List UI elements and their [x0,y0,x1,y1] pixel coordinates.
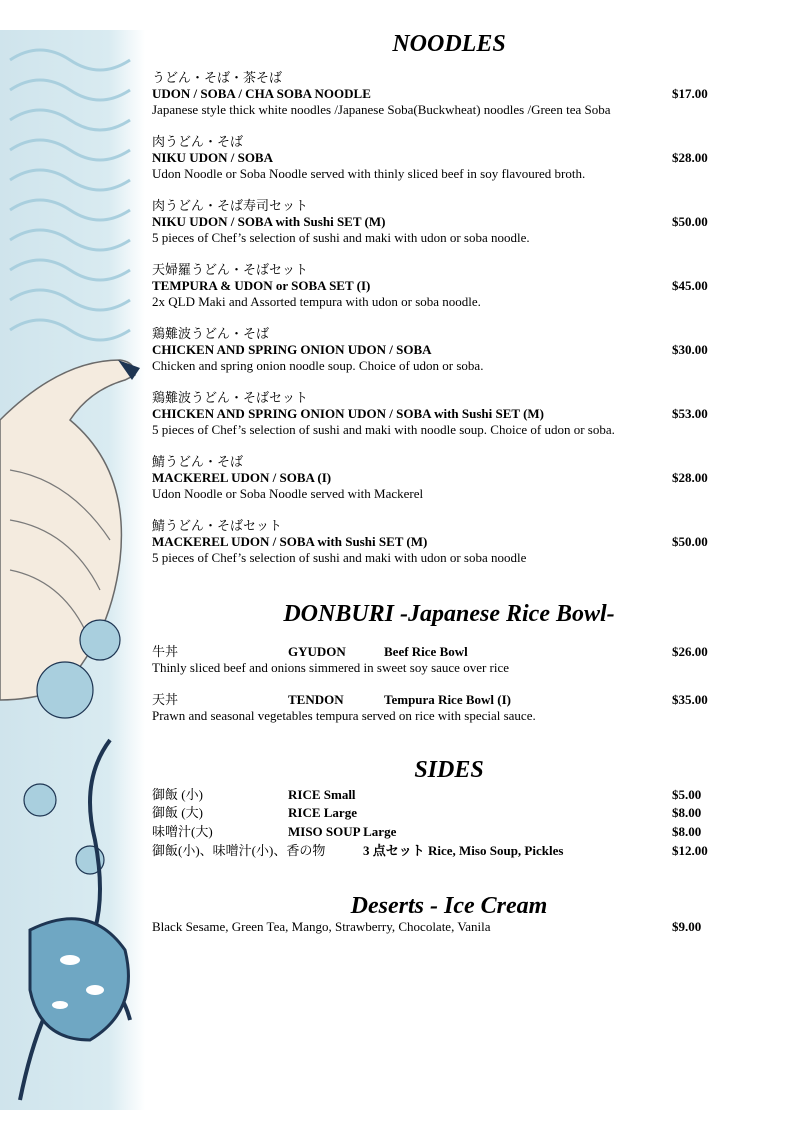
item-name: TEMPURA & UDON or SOBA SET (I) [152,278,371,293]
item-jp-name: 鶏難波うどん・そばセット [152,390,309,405]
item-jp-name: 鯖うどん・そば [152,454,244,469]
donburi-heading: DONBURI -Japanese Rice Bowl- [283,601,615,627]
item-jp-name: 鯖うどん・そばセット [152,518,283,533]
item-jp-name: 天丼 [152,692,179,707]
item-price: $26.00 [672,644,708,659]
item-name: MISO SOUP Large [288,824,397,839]
item-description: 5 pieces of Chef’s selection of sushi and maki with udon or soba noodle [152,550,527,565]
item-jp-name: 肉うどん・そば [152,134,244,149]
item-jp-name: 牛丼 [152,644,179,659]
item-price: $30.00 [672,342,708,357]
item-price: $50.00 [672,534,708,549]
item-jp-name: 御飯 (大) [152,805,203,820]
item-name: MACKEREL UDON / SOBA (I) [152,470,332,485]
item-price: $12.00 [672,843,708,858]
item-price: $50.00 [672,214,708,229]
item-jp-name: 御飯(小)、味噌汁(小)、香の物 [152,843,326,858]
deserts-heading: Deserts - Ice Cream [350,893,548,919]
item-name: UDON / SOBA / CHA SOBA NOODLE [152,86,371,101]
item-name: Tempura Rice Bowl (I) [384,692,511,707]
menu-item-mackerel-sushi-set [152,518,712,566]
menu-item-tendon [152,692,712,708]
item-description: Udon Noodle or Soba Noodle served with Mackerel [152,486,424,501]
sides-heading: SIDES [414,757,484,783]
item-description: 5 pieces of Chef’s selection of sushi and maki with noodle soup. Choice of udon or soba. [152,422,615,437]
item-price: $53.00 [672,406,708,421]
item-romaji: TENDON [288,692,344,707]
large-flower [30,919,128,1040]
noodles-heading: NOODLES [392,31,506,57]
decorative-wave-crane-border [0,0,145,1122]
menu-item-udon-soba [152,70,712,118]
side-item-3-piece-set [152,843,712,859]
item-name: NIKU UDON / SOBA [152,150,273,165]
menu-item-niku-sushi-set [152,198,712,246]
menu-item-chicken-udon [152,326,712,374]
side-item-miso-soup [152,824,712,840]
menu-item-niku-udon [152,134,712,182]
item-description: Udon Noodle or Soba Noodle served with thinly sliced beef in soy flavoured broth. [152,166,586,181]
item-jp-name: 御飯 (小) [152,787,203,802]
item-price: $8.00 [672,805,702,820]
item-price: $17.00 [672,86,708,101]
item-jp-name: うどん・そば・茶そば [152,70,283,85]
item-price: $28.00 [672,470,708,485]
item-description: Chicken and spring onion noodle soup. Choice of udon or soba. [152,358,484,373]
item-name: CHICKEN AND SPRING ONION UDON / SOBA [152,342,432,357]
item-description: Black Sesame, Green Tea, Mango, Strawberry, Chocolate, Vanila [152,919,491,934]
item-name: RICE Large [288,805,357,820]
item-description: Prawn and seasonal vegetables tempura served on rice with special sauce. [152,708,536,723]
menu-item-chicken-sushi-set [152,390,712,438]
item-description: 5 pieces of Chef’s selection of sushi and maki with udon or soba noodle. [152,230,530,245]
item-description: Thinly sliced beef and onions simmered in sweet soy sauce over rice [152,660,510,675]
item-price: $45.00 [672,278,708,293]
item-name: 3 点セット Rice, Miso Soup, Pickles [363,843,564,858]
item-price: $9.00 [672,919,702,934]
item-description: Japanese style thick white noodles /Japanese Soba(Buckwheat) noodles /Green tea Soba [152,102,611,117]
item-jp-name: 肉うどん・そば寿司セット [152,198,309,213]
item-jp-name: 天婦羅うどん・そばセット [152,262,309,277]
item-name: Beef Rice Bowl [384,644,468,659]
item-price: $5.00 [672,787,702,802]
menu-item-tempura-set [152,262,712,310]
item-jp-name: 鶏難波うどん・そば [152,326,270,341]
item-price: $28.00 [672,150,708,165]
item-romaji: GYUDON [288,644,346,659]
item-name: CHICKEN AND SPRING ONION UDON / SOBA with Sushi SET (M) [152,406,544,421]
item-jp-name: 味噌汁(大) [152,824,213,839]
menu-item-mackerel-udon [152,454,712,502]
item-name: MACKEREL UDON / SOBA with Sushi SET (M) [152,534,428,549]
item-price: $8.00 [672,824,702,839]
item-name: RICE Small [288,787,356,802]
item-price: $35.00 [672,692,708,707]
item-name: NIKU UDON / SOBA with Sushi SET (M) [152,214,386,229]
side-item-rice-small [152,787,712,803]
desert-item-ice-cream [152,919,712,935]
item-description: 2x QLD Maki and Assorted tempura with udon or soba noodle. [152,294,481,309]
side-item-rice-large [152,805,712,821]
menu-item-gyudon [152,644,712,660]
